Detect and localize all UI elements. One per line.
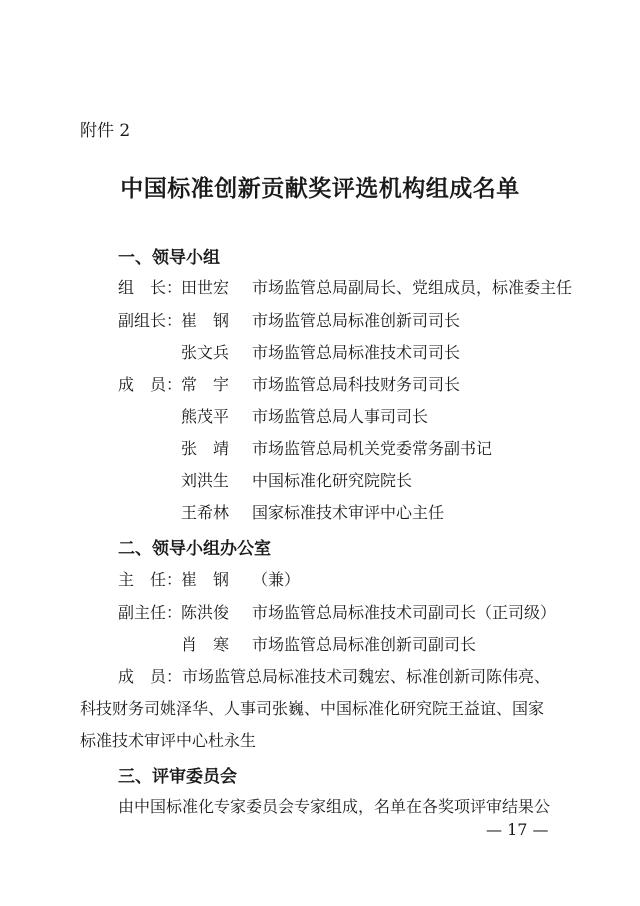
position-title: 市场监管总局人事司司长 (252, 407, 429, 426)
list-item (0, 632, 640, 658)
position-title: 市场监管总局机关党委常务副书记 (252, 439, 493, 458)
members-line: 标准技术审评中心杜永生 (80, 731, 257, 750)
section1-heading: 一、领导小组 (118, 248, 220, 268)
position-title: 市场监管总局标准创新司司长 (252, 311, 461, 330)
role-label: 组 长： (118, 278, 183, 297)
person-name: 田世宏 (181, 278, 230, 297)
person-name: 崔 钢 (181, 311, 230, 330)
section3-heading: 三、评审委员会 (118, 767, 237, 787)
person-name: 熊茂平 (181, 407, 230, 426)
position-title: 中国标准化研究院院长 (252, 471, 413, 490)
position-title: 市场监管总局标准创新司副司长 (252, 635, 477, 654)
position-title: 市场监管总局科技财务司司长 (252, 375, 461, 394)
list-item (0, 340, 640, 366)
list-item (0, 500, 640, 526)
list-item (0, 308, 640, 334)
list-item (0, 275, 640, 301)
person-name: 王希林 (181, 503, 230, 522)
list-item (0, 600, 640, 626)
person-name: 刘洪生 (181, 471, 230, 490)
person-name: 张 靖 (181, 439, 230, 458)
role-label: 成 员： (118, 375, 183, 394)
position-title: 市场监管总局标准技术司司长 (252, 343, 461, 362)
person-name: 崔 钢 (181, 570, 230, 589)
person-name: 张文兵 (181, 343, 230, 362)
position-title: 市场监管总局副局长、党组成员，标准委主任 (252, 278, 573, 297)
list-item (0, 436, 640, 462)
person-name: 陈洪俊 (181, 603, 230, 622)
section3-text: 由中国标准化专家委员会专家组成，名单在各奖项评审结果公 (118, 797, 551, 816)
members-line: 成 员：市场监管总局标准技术司魏宏、标准创新司陈伟亮、 (118, 667, 551, 686)
position-title: 市场监管总局标准技术司副司长（正司级） (252, 603, 557, 622)
role-label: 副主任： (118, 603, 183, 622)
document-title: 中国标准创新贡献奖评选机构组成名单 (120, 175, 520, 202)
list-item (0, 404, 640, 430)
attachment-label: 附件 2 (80, 121, 131, 141)
page-number: — 17 — (486, 820, 549, 839)
position-title: 国家标准技术审评中心主任 (252, 503, 445, 522)
person-name: 常 宇 (181, 375, 230, 394)
list-item (0, 372, 640, 398)
members-line: 科技财务司姚泽华、人事司张巍、中国标准化研究院王益谊、国家 (80, 699, 545, 718)
role-label: 副组长： (118, 311, 183, 330)
role-label: 主 任： (118, 570, 183, 589)
list-item (0, 567, 640, 593)
position-title: （兼） (252, 570, 301, 589)
list-item (0, 468, 640, 494)
section2-heading: 二、领导小组办公室 (118, 539, 271, 559)
person-name: 肖 寒 (181, 635, 230, 654)
